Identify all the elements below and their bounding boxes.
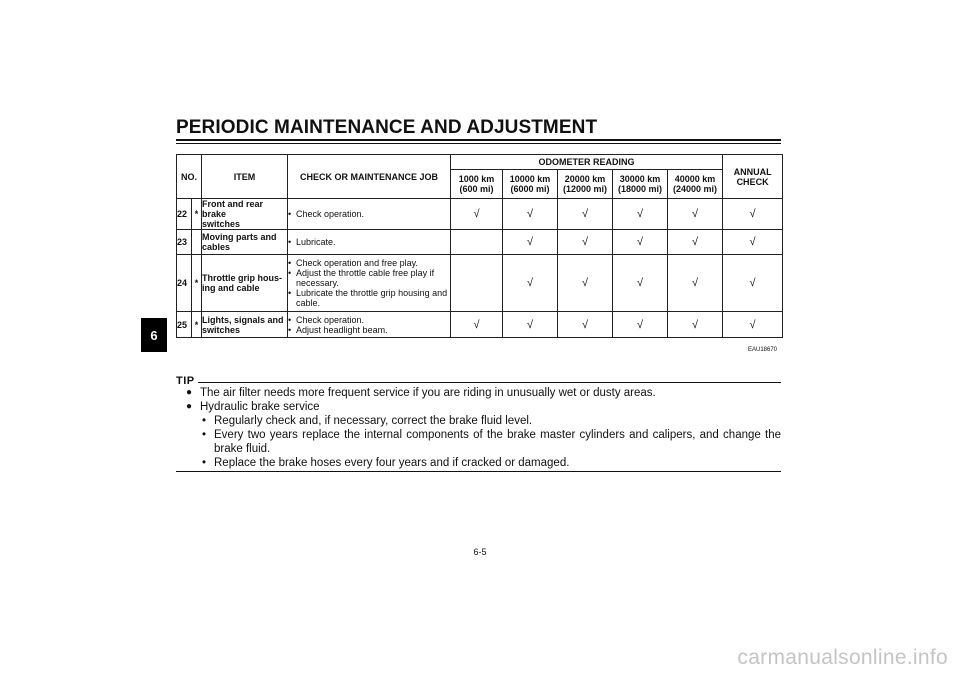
header-job: CHECK OR MAINTENANCE JOB	[288, 155, 451, 199]
check-cell: √	[613, 230, 668, 255]
row-item: Moving parts and cables	[202, 230, 288, 255]
check-cell: √	[558, 255, 613, 312]
tip-sub-text: Regularly check and, if necessary, correct the brake fluid level.	[214, 415, 533, 427]
header-rule-thin	[176, 143, 781, 144]
page-title: PERIODIC MAINTENANCE AND ADJUSTMENT	[176, 117, 598, 138]
tip-label: TIP	[176, 375, 195, 387]
tip-sub-item	[198, 456, 781, 470]
dealer-mark: *	[192, 255, 202, 312]
dot-icon: •	[202, 429, 207, 441]
check-cell	[451, 255, 503, 312]
row-number: 22	[177, 199, 192, 230]
dealer-mark: *	[192, 312, 202, 338]
chapter-tab: 6	[141, 318, 167, 352]
row-number: 24	[177, 255, 192, 312]
row-item: Lights, signals and switches	[202, 312, 288, 338]
job-item: • Lubricate the throttle grip housing and cable.	[288, 288, 450, 308]
dot-icon: •	[202, 415, 207, 427]
check-cell: √	[451, 199, 503, 230]
dealer-mark	[192, 230, 202, 255]
tip-sub-item	[198, 428, 781, 456]
tip-rule-bottom	[176, 471, 781, 472]
tip-item-text: Hydraulic brake service	[200, 401, 320, 413]
check-cell: √	[723, 230, 783, 255]
header-annual-check	[723, 155, 783, 199]
job-item: • Check operation and free play.	[288, 258, 450, 268]
interval-header: 20000 km (12000 mi)	[558, 170, 613, 199]
row-job	[288, 255, 451, 312]
dealer-mark: *	[192, 199, 202, 230]
job-item: • Adjust headlight beam.	[288, 325, 450, 335]
tip-item	[186, 386, 781, 400]
table-row	[177, 230, 783, 255]
row-job	[288, 312, 451, 338]
reference-code: EAU18670	[748, 347, 778, 353]
bullet-icon: ●	[186, 387, 193, 398]
check-cell: √	[503, 312, 558, 338]
tip-item	[186, 400, 781, 414]
row-number: 25	[177, 312, 192, 338]
job-item: • Check operation.	[288, 315, 450, 325]
tip-item-text: The air filter needs more frequent service if you are riding in unusually wet or dusty areas.	[200, 387, 656, 399]
interval-header: 10000 km (6000 mi)	[503, 170, 558, 199]
check-cell: √	[503, 199, 558, 230]
check-cell: √	[668, 230, 723, 255]
check-cell: √	[558, 312, 613, 338]
interval-header: 1000 km (600 mi)	[451, 170, 503, 199]
check-cell: √	[503, 230, 558, 255]
table-row	[177, 312, 783, 338]
check-cell: √	[668, 312, 723, 338]
check-cell: √	[613, 255, 668, 312]
check-cell: √	[503, 255, 558, 312]
header-odometer: ODOMETER READING	[451, 155, 723, 170]
header-rule	[176, 139, 781, 141]
job-item: • Adjust the throttle cable free play if necessary.	[288, 268, 450, 288]
check-cell: √	[451, 312, 503, 338]
check-cell: √	[723, 199, 783, 230]
tip-sub-item	[198, 414, 781, 428]
tip-sub-text: Replace the brake hoses every four years and if cracked or damaged.	[214, 457, 570, 469]
check-cell	[451, 230, 503, 255]
job-item: • Lubricate.	[288, 237, 450, 247]
header-item: ITEM	[202, 155, 288, 199]
table-row	[177, 199, 783, 230]
job-item: • Check operation.	[288, 209, 450, 219]
row-job	[288, 230, 451, 255]
check-cell: √	[723, 255, 783, 312]
header-no: NO.	[177, 155, 202, 199]
header-annual-line2: CHECK	[736, 176, 769, 187]
page-number: 6-5	[473, 547, 487, 557]
check-cell: √	[558, 230, 613, 255]
tip-sub-text: Every two years replace the internal components of the brake master cylinders and calipers, and change the brake fluid.	[214, 429, 781, 455]
row-item: Throttle grip hous- ing and cable	[202, 255, 288, 312]
check-cell: √	[723, 312, 783, 338]
check-cell: √	[613, 312, 668, 338]
interval-header: 30000 km (18000 mi)	[613, 170, 668, 199]
check-cell: √	[558, 199, 613, 230]
check-cell: √	[668, 255, 723, 312]
check-cell: √	[613, 199, 668, 230]
dot-icon: •	[202, 457, 207, 469]
row-number: 23	[177, 230, 192, 255]
row-item: Front and rear brake switches	[202, 199, 288, 230]
watermark-link[interactable]: carmanualsonline.info	[737, 646, 948, 669]
interval-header: 40000 km (24000 mi)	[668, 170, 723, 199]
tip-rule	[198, 382, 781, 383]
bullet-icon: ●	[186, 401, 193, 412]
tip-body	[186, 386, 781, 470]
row-job	[288, 199, 451, 230]
check-cell: √	[668, 199, 723, 230]
maintenance-table	[176, 154, 783, 338]
table-row	[177, 255, 783, 312]
header-annual-line1: ANNUAL	[733, 166, 772, 177]
